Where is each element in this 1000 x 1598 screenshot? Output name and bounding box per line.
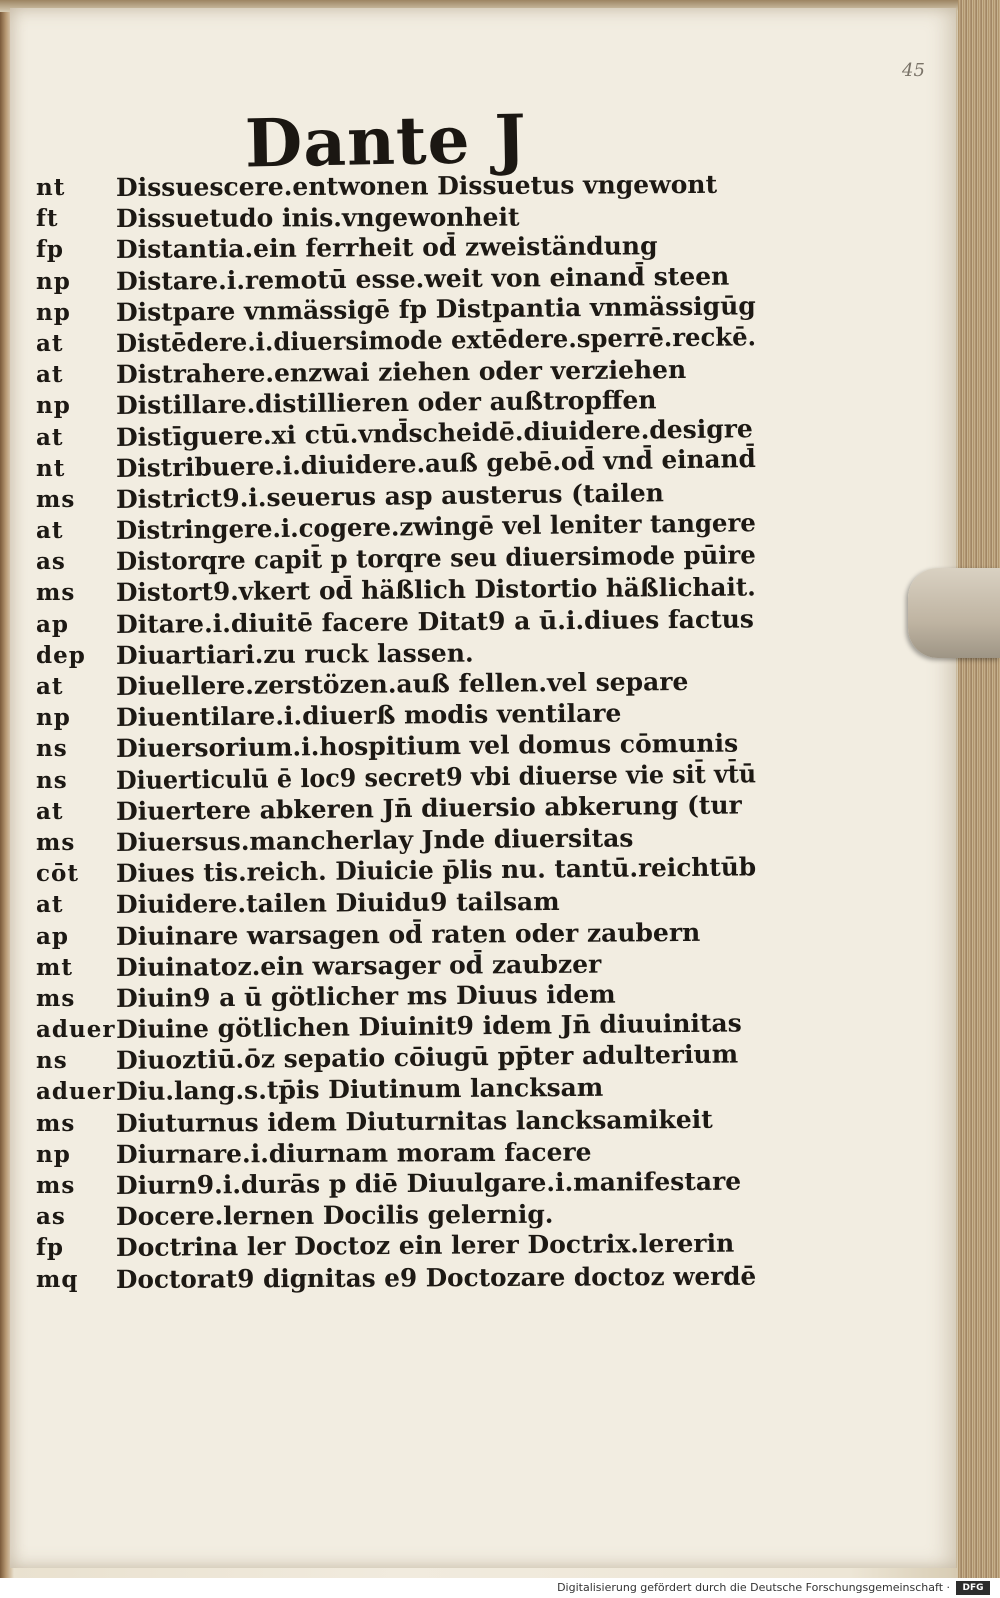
entry-grammar-code: at [36, 423, 64, 451]
entry-grammar-code: ap [36, 922, 69, 950]
entry-text: Diues tis.reich. Diuicie p̄lis nu. tantū.reichtūb [115, 852, 757, 889]
entry-text: Diuertere abkeren Jn̄ diuersio abkerung (tur [115, 790, 742, 826]
entry-grammar-code: as [36, 1203, 66, 1231]
entry-line [36, 1166, 756, 1201]
entry-grammar-code: dep [36, 641, 86, 669]
entry-text: Diuellere.zerstözen.auß fellen.vel separe [115, 667, 689, 701]
entry-line [36, 1229, 756, 1263]
entry-grammar-code: nt [36, 454, 66, 482]
entry-text: Docere.lernen Docilis gelernig. [115, 1199, 554, 1232]
dictionary-entries [36, 169, 757, 1295]
entry-text: Diuin9 a ū götlicher ms Diuus idem [115, 979, 616, 1013]
entry-text: Distīguere.xi ctū.vnd̄scheidē.diuidere.desigre [115, 413, 754, 452]
entry-text: Ditare.i.diuitē facere Ditat9 a ū.i.diues factus [115, 604, 755, 639]
entry-grammar-code: np [36, 704, 71, 732]
dfg-logo: DFG [956, 1581, 990, 1595]
entry-text: Distillare.distillieren oder außtropffen [115, 385, 657, 421]
entry-line [36, 1039, 756, 1076]
entry-text: Distpare vnmässigē fp Distpantia vnmässigūg [115, 291, 756, 327]
entry-line [36, 1261, 757, 1295]
entry-text: Dissuescere.entwonen Dissuetus vngewont [115, 169, 718, 202]
entry-text: Distare.i.remotū esse.weit von einand̄ steen [115, 261, 730, 296]
entry-grammar-code: ms [36, 485, 76, 513]
entry-grammar-code: at [36, 361, 64, 389]
entry-grammar-code: ns [36, 735, 68, 763]
entry-grammar-code: mt [36, 953, 73, 981]
entry-text: Distribuere.i.diuidere.auß gebē.od̄ vnd̄ einand̄ [115, 443, 756, 483]
entry-text: Diuturnus idem Diuturnitas lancksamikeit [115, 1104, 713, 1138]
entry-line [36, 667, 756, 702]
entry-grammar-code: ms [36, 828, 76, 856]
entry-text: Doctorat9 dignitas e9 Doctozare doctoz werdē [115, 1261, 757, 1294]
entry-text: Diuoztiū.ōz sepatio cōiugū pp̄ter adulterium [115, 1039, 739, 1076]
entry-line [36, 949, 756, 983]
entry-text: Diuartiari.zu ruck lassen. [115, 638, 474, 670]
page-clip [908, 568, 1000, 658]
entry-text: Distorqre capit̄ p torqre seu diuersimode pūire [115, 540, 756, 577]
entry-line [36, 1073, 756, 1107]
entry-text: Diuentilare.i.diuerß modis ventilare [115, 698, 622, 733]
entry-line [36, 889, 756, 920]
entry-line [36, 604, 756, 640]
entry-text: Distantia.ein ferrheit od̄ zweiständung [115, 231, 658, 265]
entry-grammar-code: ms [36, 1172, 76, 1199]
entry-text: Diuerticulū ē loc9 secret9 vbi diuerse vie sit̄ vt̄ū [115, 758, 757, 795]
entry-text: Diurnare.i.diurnam moram facere [115, 1137, 592, 1169]
entry-text: Distrahere.enzwai ziehen oder verziehen [115, 355, 687, 390]
entry-text: Diurn9.i.durās p diē Diuulgare.i.manifestare [115, 1166, 742, 1200]
entry-line [36, 169, 756, 203]
entry-grammar-code: ms [36, 1109, 76, 1137]
entry-text: Distēdere.i.diuersimode extēdere.sperrē.reckē. [115, 322, 757, 358]
entry-text: Distringere.i.cogere.zwingē vel leniter tangere [115, 508, 757, 546]
entry-grammar-code: ns [36, 1047, 68, 1075]
entry-grammar-code: as [36, 548, 66, 576]
entry-grammar-code: np [36, 392, 71, 420]
entry-text: Diuidere.tailen Diuidu9 tailsam [115, 887, 560, 920]
entry-text: Distort9.vkert od̄ häßlich Distortio häßlichait. [115, 572, 756, 608]
entry-grammar-code: fp [36, 236, 64, 264]
entry-text: Diu.lang.s.tp̄is Diutinum lancksam [115, 1073, 604, 1107]
entry-grammar-code: at [36, 891, 64, 919]
entry-line [36, 852, 757, 889]
entry-grammar-code: ap [36, 610, 69, 638]
entry-grammar-code: ft [36, 205, 59, 233]
entry-grammar-code: cōt [36, 860, 79, 888]
entry-grammar-code: mq [36, 1265, 79, 1293]
entry-grammar-code: np [36, 298, 71, 326]
entry-grammar-code: at [36, 329, 64, 357]
entry-text: Dissuetudo inis.vngewonheit [115, 202, 520, 234]
funding-credit: Digitalisierung gefördert durch die Deutsche Forschungsgemeinschaft · [557, 1581, 950, 1594]
entry-text: Diuinare warsagen od̄ raten oder zaubern [115, 917, 701, 951]
entry-text: Diuinatoz.ein warsager od̄ zaubzer [115, 949, 602, 982]
entry-text: Diuersus.mancherlay Jnde diuersitas [115, 823, 634, 857]
entry-grammar-code: aduer [36, 1016, 116, 1044]
entry-line [36, 790, 756, 827]
entry-grammar-code: np [36, 1140, 71, 1168]
entry-line [36, 917, 756, 952]
entry-text: Diuersorium.i.hospitium vel domus cōmunis [115, 728, 739, 764]
entry-grammar-code: np [36, 267, 71, 295]
entry-text: District9.i.seuerus asp austerus (tailen [115, 478, 665, 514]
book-page-edges [958, 0, 1000, 1578]
entry-grammar-code: aduer [36, 1078, 116, 1106]
entry-grammar-code: at [36, 673, 64, 700]
footer-bar [0, 1578, 1000, 1598]
entry-grammar-code: ns [36, 766, 68, 794]
entry-text: Diuine götlichen Diuinit9 idem Jn̄ diuuinitas [115, 1008, 742, 1045]
entry-grammar-code: ms [36, 579, 76, 607]
entry-grammar-code: at [36, 517, 64, 545]
entry-grammar-code: at [36, 797, 64, 825]
entry-line [36, 1104, 756, 1139]
entry-text: Doctrina ler Doctoz ein lerer Doctrix.lererin [115, 1229, 735, 1263]
entry-grammar-code: fp [36, 1234, 64, 1262]
running-header: Dante J [244, 99, 528, 183]
entry-grammar-code: ms [36, 984, 76, 1012]
folio-number: 45 [902, 60, 925, 81]
entry-grammar-code: nt [36, 174, 66, 201]
